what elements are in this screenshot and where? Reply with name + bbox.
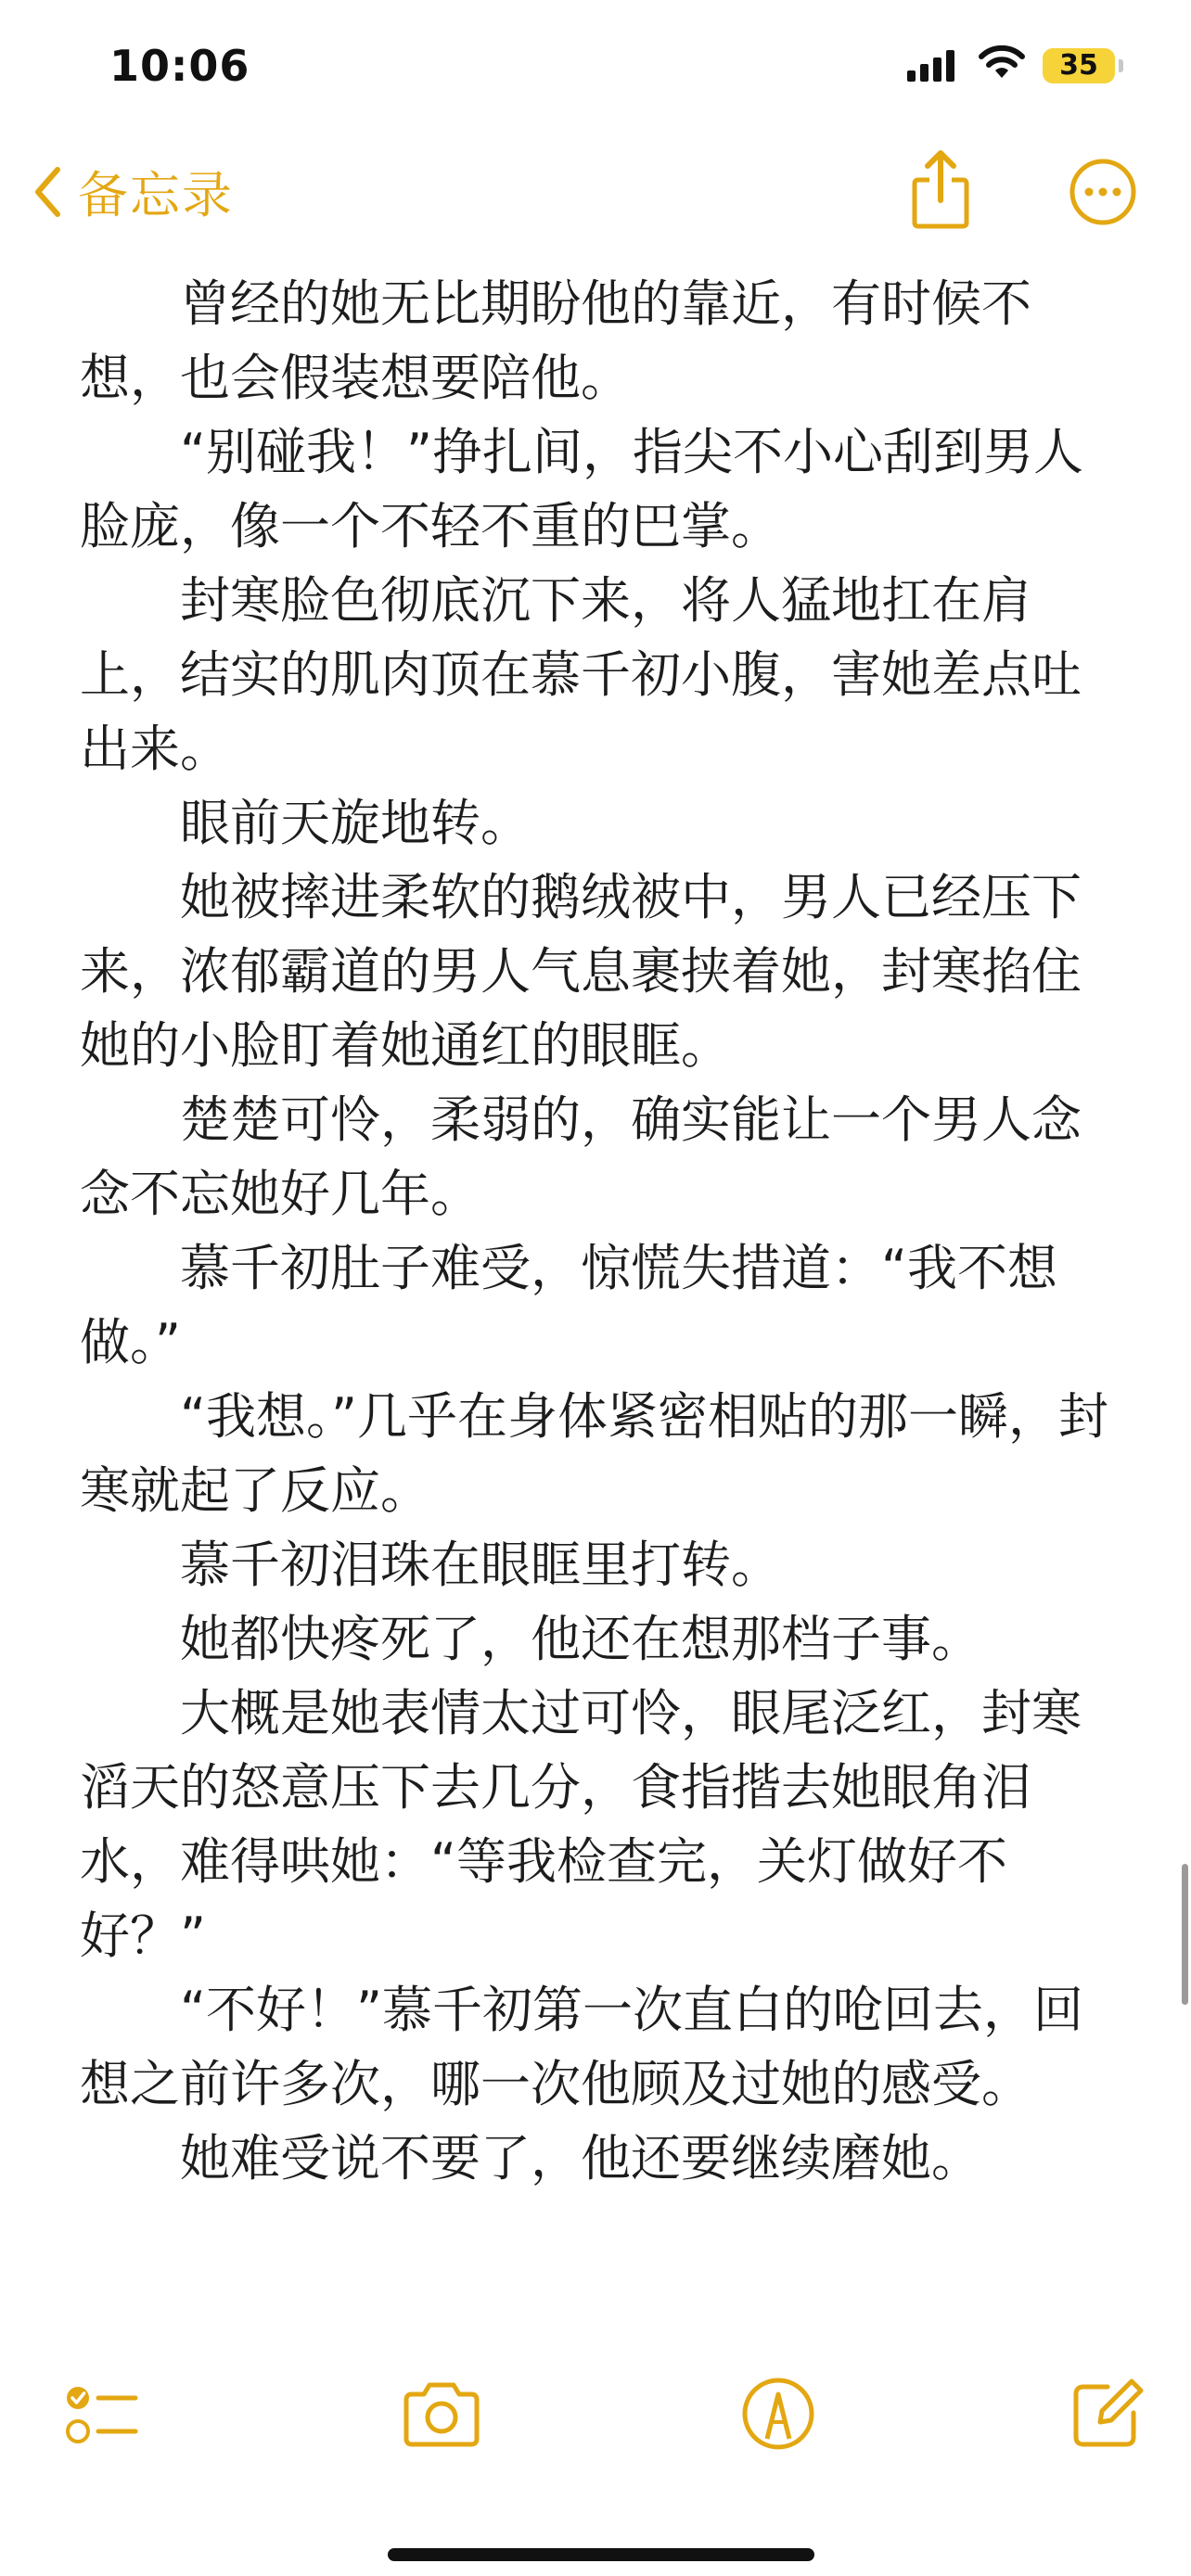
note-paragraph: “不好！”慕千初第一次直白的呛回去，回想之前许多次，哪一次他顾及过她的感受。: [80, 1981, 1083, 2113]
status-time: 10:06: [109, 41, 250, 91]
note-paragraph: “我想。”几乎在身体紧密相贴的那一瞬，封寒就起了反应。: [80, 1387, 1108, 1520]
compose-icon[interactable]: [1067, 2374, 1146, 2454]
back-button[interactable]: [33, 156, 234, 227]
battery-level: 35: [1059, 49, 1098, 82]
note-paragraph: 曾经的她无比期盼他的靠近，有时候不想，也会假装想要陪他。: [80, 274, 1031, 407]
note-paragraph: 慕千初泪珠在眼眶里打转。: [180, 1536, 781, 1594]
home-indicator[interactable]: [388, 2548, 814, 2561]
markup-pen-icon[interactable]: [738, 2374, 818, 2454]
cellular-signal-icon: [907, 50, 955, 82]
note-paragraph: 她都快疼死了，他还在想那档子事。: [180, 1610, 981, 1668]
camera-icon[interactable]: [399, 2374, 484, 2454]
note-paragraph: “别碰我！”挣扎间，指尖不小心刮到男人脸庞，像一个不轻不重的巴掌。: [80, 423, 1083, 555]
status-bar: [0, 0, 1191, 130]
more-icon[interactable]: [1069, 158, 1137, 226]
note-paragraph: 她难受说不要了，他还要继续磨她。: [180, 2129, 981, 2187]
wifi-icon: [978, 45, 1026, 82]
bottom-toolbar: [0, 2374, 1191, 2494]
scrollbar[interactable]: [1182, 1864, 1188, 2005]
back-label: 备忘录: [78, 166, 234, 224]
battery-tip: [1119, 59, 1123, 72]
note-body[interactable]: [80, 267, 1119, 2261]
note-paragraph: 大概是她表情太过可怜，眼尾泛红，封寒滔天的怒意压下去几分，食指揩去她眼角泪水，难得哄她：“等我检查完，关灯做好不好？”: [80, 1684, 1082, 1965]
share-icon[interactable]: [907, 148, 974, 232]
nav-bar: [0, 130, 1191, 250]
note-paragraph: 她被摔进柔软的鹅绒被中，男人已经压下来，浓郁霸道的男人气息裹挟着她，封寒掐住她的小脸盯着她通红的眼眶。: [80, 868, 1082, 1075]
chevron-left-icon: [33, 166, 61, 218]
battery-icon: [1043, 48, 1115, 83]
note-paragraph: 楚楚可怜，柔弱的，确实能让一个男人念念不忘她好几年。: [80, 1090, 1082, 1223]
checklist-icon[interactable]: [61, 2374, 141, 2454]
note-paragraph: 眼前天旋地转。: [180, 794, 531, 852]
note-paragraph: 慕千初肚子难受，惊慌失措道：“我不想做。”: [80, 1239, 1057, 1371]
note-paragraph: 封寒脸色彻底沉下来，将人猛地扛在肩上，结实的肌肉顶在慕千初小腹，害她差点吐出来。: [80, 571, 1082, 778]
